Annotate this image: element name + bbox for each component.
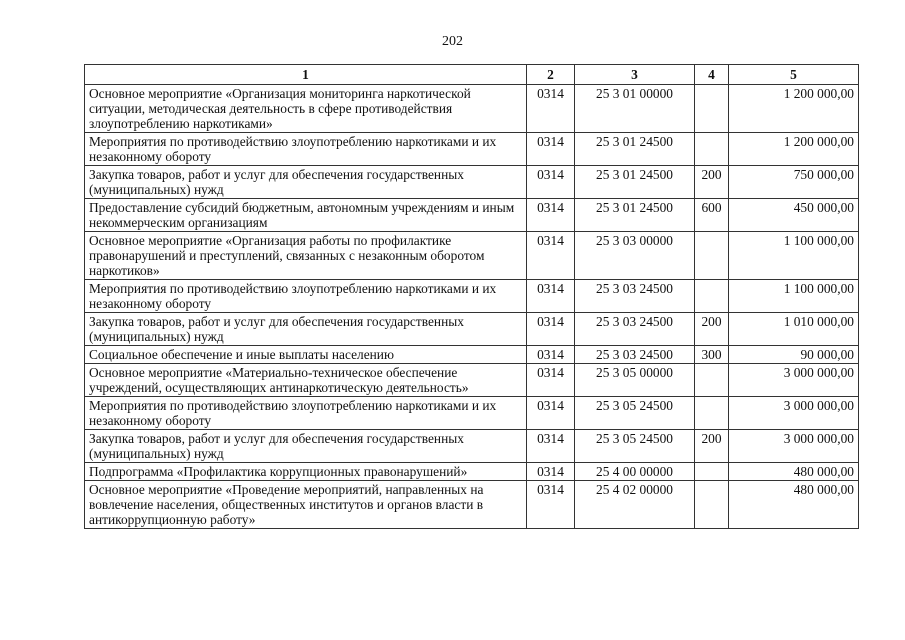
row-target-article-cell: 25 4 00 00000 bbox=[575, 463, 695, 481]
row-section-code-cell: 0314 bbox=[527, 133, 575, 166]
page-number: 202 bbox=[442, 34, 463, 49]
row-target-article-cell: 25 3 01 24500 bbox=[575, 199, 695, 232]
row-section-code-cell: 0314 bbox=[527, 430, 575, 463]
row-target-article-cell: 25 3 01 24500 bbox=[575, 133, 695, 166]
table-row bbox=[85, 430, 859, 463]
row-amount-cell: 90 000,00 bbox=[729, 346, 859, 364]
table-row bbox=[85, 346, 859, 364]
row-section-code-cell: 0314 bbox=[527, 346, 575, 364]
row-section-code-cell: 0314 bbox=[527, 232, 575, 280]
row-expense-type-cell bbox=[695, 232, 729, 280]
row-name-cell: Закупка товаров, работ и услуг для обеспечения государственных (муниципальных) нужд bbox=[85, 430, 527, 463]
row-name-cell: Подпрограмма «Профилактика коррупционных правонарушений» bbox=[85, 463, 527, 481]
row-target-article-cell: 25 3 03 24500 bbox=[575, 313, 695, 346]
row-target-article-cell: 25 3 01 24500 bbox=[575, 166, 695, 199]
row-name-cell: Социальное обеспечение и иные выплаты населению bbox=[85, 346, 527, 364]
row-name-cell: Мероприятия по противодействию злоупотреблению наркотиками и их незаконному обороту bbox=[85, 280, 527, 313]
row-name-cell: Основное мероприятие «Организация мониторинга наркотической ситуации, методическая деятельность в сфере противодействия злоупотреблению наркотиками» bbox=[85, 85, 527, 133]
table-header-row bbox=[85, 65, 859, 85]
row-amount-cell: 3 000 000,00 bbox=[729, 430, 859, 463]
row-expense-type-cell bbox=[695, 481, 729, 529]
row-section-code-cell: 0314 bbox=[527, 397, 575, 430]
row-amount-cell: 450 000,00 bbox=[729, 199, 859, 232]
table-row bbox=[85, 166, 859, 199]
row-section-code-cell: 0314 bbox=[527, 313, 575, 346]
row-amount-cell: 1 200 000,00 bbox=[729, 85, 859, 133]
row-name-cell: Основное мероприятие «Проведение мероприятий, направленных на вовлечение населения, общественных институтов и органов власти в антикоррупционную работу» bbox=[85, 481, 527, 529]
row-amount-cell: 3 000 000,00 bbox=[729, 364, 859, 397]
budget-table bbox=[84, 64, 859, 529]
row-amount-cell: 3 000 000,00 bbox=[729, 397, 859, 430]
row-expense-type-cell: 200 bbox=[695, 313, 729, 346]
row-section-code-cell: 0314 bbox=[527, 85, 575, 133]
row-expense-type-cell: 600 bbox=[695, 199, 729, 232]
header-col-2: 2 bbox=[527, 65, 575, 85]
table-row bbox=[85, 313, 859, 346]
row-section-code-cell: 0314 bbox=[527, 280, 575, 313]
row-name-cell: Мероприятия по противодействию злоупотреблению наркотиками и их незаконному обороту bbox=[85, 397, 527, 430]
row-section-code-cell: 0314 bbox=[527, 481, 575, 529]
row-expense-type-cell: 200 bbox=[695, 430, 729, 463]
row-target-article-cell: 25 3 03 24500 bbox=[575, 280, 695, 313]
row-expense-type-cell bbox=[695, 133, 729, 166]
header-col-5: 5 bbox=[729, 65, 859, 85]
row-target-article-cell: 25 3 01 00000 bbox=[575, 85, 695, 133]
header-col-3: 3 bbox=[575, 65, 695, 85]
row-name-cell: Основное мероприятие «Организация работы по профилактике правонарушений и преступлений, связанных с незаконным оборотом наркотиков» bbox=[85, 232, 527, 280]
row-expense-type-cell: 200 bbox=[695, 166, 729, 199]
row-amount-cell: 480 000,00 bbox=[729, 463, 859, 481]
row-amount-cell: 1 100 000,00 bbox=[729, 232, 859, 280]
row-amount-cell: 750 000,00 bbox=[729, 166, 859, 199]
row-expense-type-cell bbox=[695, 397, 729, 430]
row-target-article-cell: 25 3 03 24500 bbox=[575, 346, 695, 364]
table-row bbox=[85, 397, 859, 430]
header-col-4: 4 bbox=[695, 65, 729, 85]
row-amount-cell: 1 010 000,00 bbox=[729, 313, 859, 346]
row-expense-type-cell: 300 bbox=[695, 346, 729, 364]
table-row bbox=[85, 364, 859, 397]
header-col-1: 1 bbox=[85, 65, 527, 85]
table-row bbox=[85, 463, 859, 481]
row-name-cell: Основное мероприятие «Материально-техническое обеспечение учреждений, осуществляющих антинаркотическую деятельность» bbox=[85, 364, 527, 397]
row-section-code-cell: 0314 bbox=[527, 166, 575, 199]
row-section-code-cell: 0314 bbox=[527, 199, 575, 232]
table-row bbox=[85, 199, 859, 232]
row-target-article-cell: 25 3 05 24500 bbox=[575, 397, 695, 430]
row-name-cell: Закупка товаров, работ и услуг для обеспечения государственных (муниципальных) нужд bbox=[85, 166, 527, 199]
row-expense-type-cell bbox=[695, 280, 729, 313]
row-name-cell: Предоставление субсидий бюджетным, автономным учреждениям и иным некоммерческим организациям bbox=[85, 199, 527, 232]
row-section-code-cell: 0314 bbox=[527, 463, 575, 481]
row-amount-cell: 1 100 000,00 bbox=[729, 280, 859, 313]
row-section-code-cell: 0314 bbox=[527, 364, 575, 397]
row-target-article-cell: 25 4 02 00000 bbox=[575, 481, 695, 529]
row-target-article-cell: 25 3 05 00000 bbox=[575, 364, 695, 397]
row-amount-cell: 480 000,00 bbox=[729, 481, 859, 529]
table-row bbox=[85, 232, 859, 280]
row-expense-type-cell bbox=[695, 85, 729, 133]
row-target-article-cell: 25 3 03 00000 bbox=[575, 232, 695, 280]
row-amount-cell: 1 200 000,00 bbox=[729, 133, 859, 166]
table-row bbox=[85, 85, 859, 133]
table-row bbox=[85, 280, 859, 313]
row-expense-type-cell bbox=[695, 463, 729, 481]
row-target-article-cell: 25 3 05 24500 bbox=[575, 430, 695, 463]
table-row bbox=[85, 133, 859, 166]
row-name-cell: Мероприятия по противодействию злоупотреблению наркотиками и их незаконному обороту bbox=[85, 133, 527, 166]
table-body bbox=[85, 85, 859, 529]
table-row bbox=[85, 481, 859, 529]
row-name-cell: Закупка товаров, работ и услуг для обеспечения государственных (муниципальных) нужд bbox=[85, 313, 527, 346]
row-expense-type-cell bbox=[695, 364, 729, 397]
